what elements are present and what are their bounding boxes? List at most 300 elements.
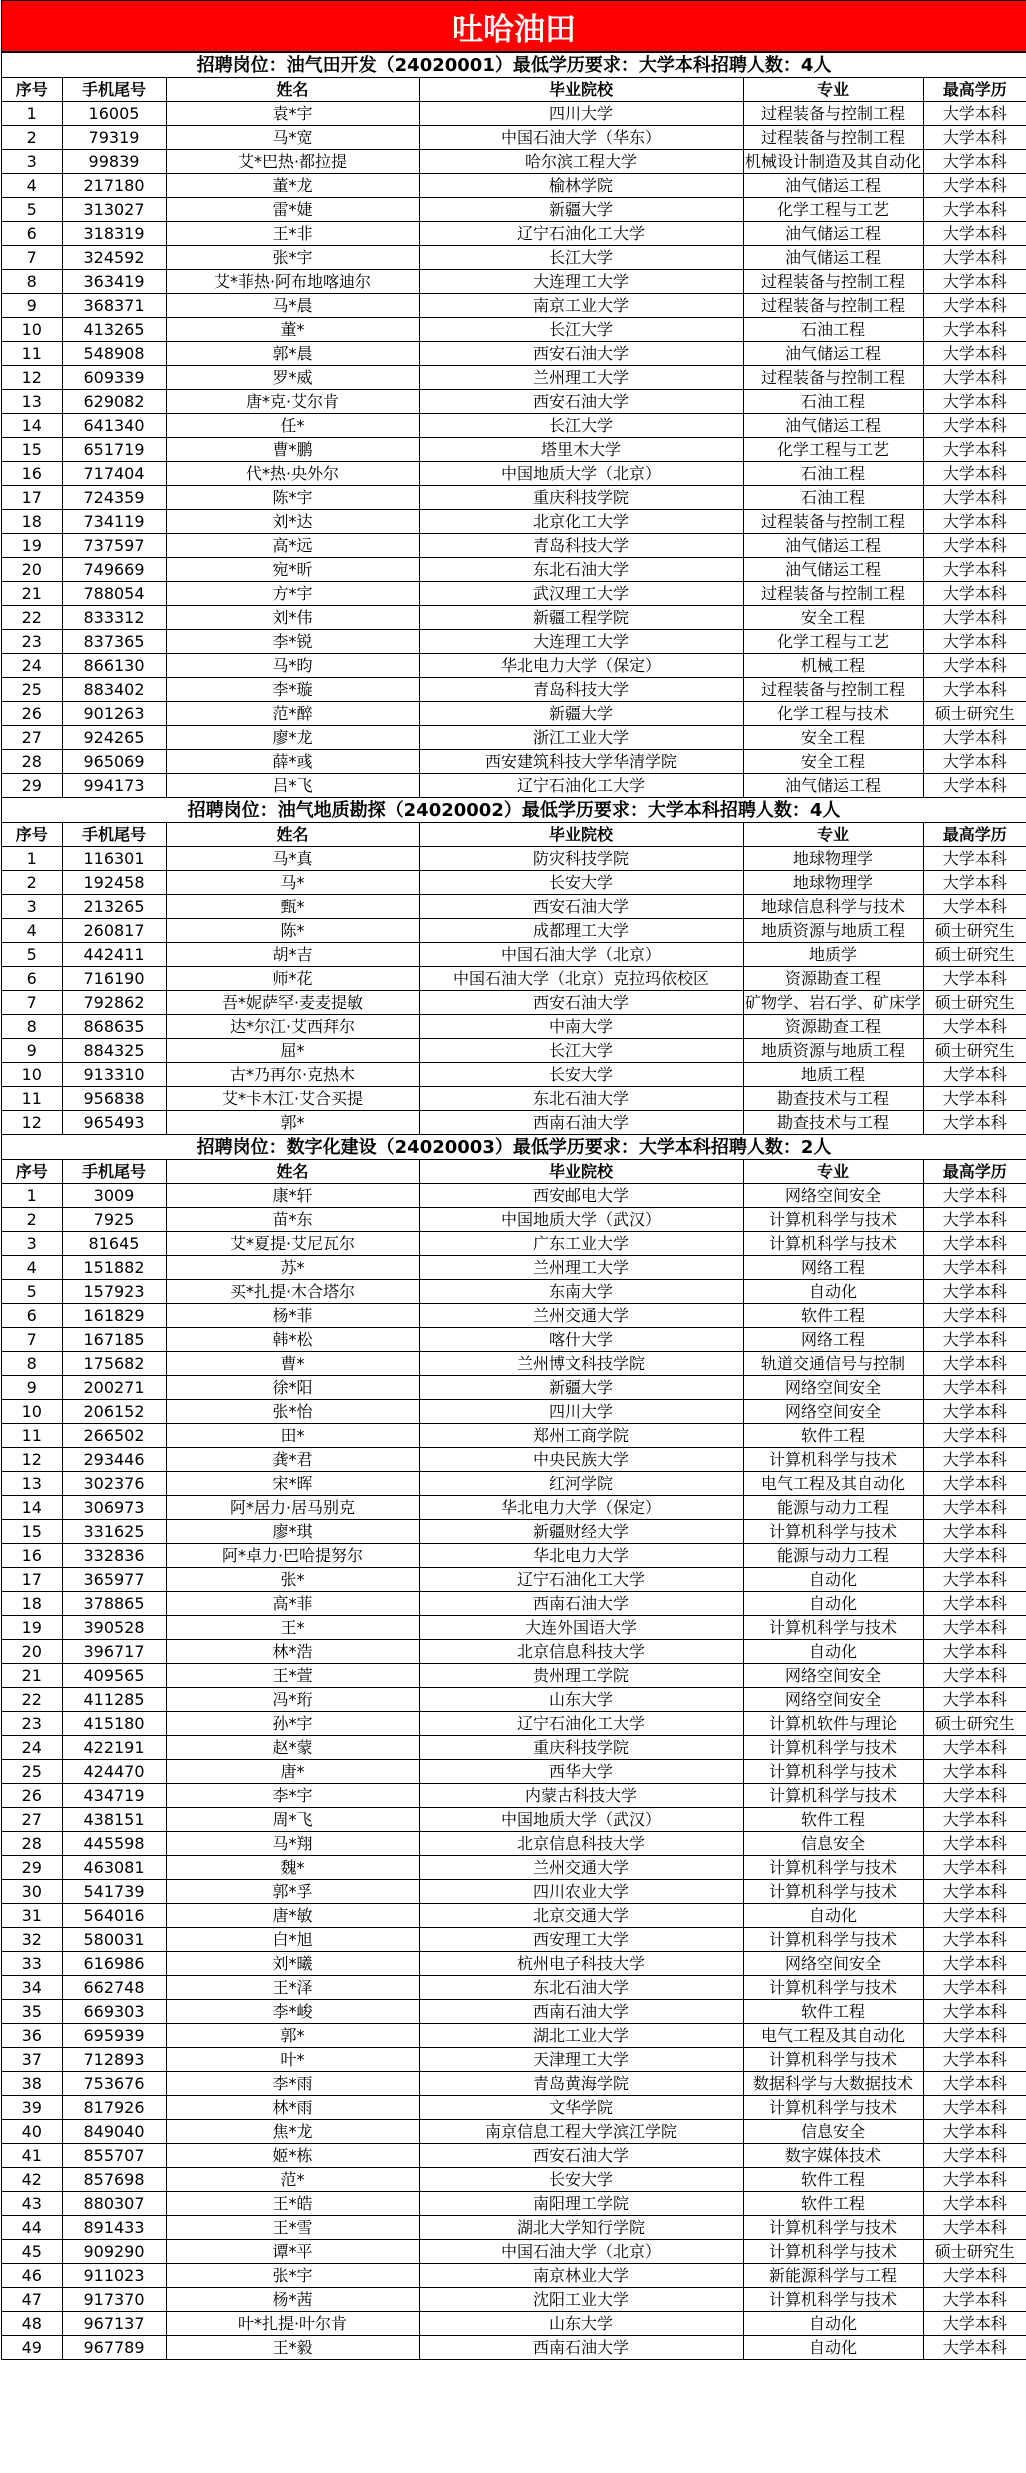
table-row [2, 2120, 1026, 2144]
phone-cell: 662748 [62, 1976, 166, 2000]
name-cell: 谭*平 [166, 2240, 419, 2264]
major-cell: 计算机科学与技术 [743, 1736, 923, 1760]
phone-cell: 324592 [62, 246, 166, 270]
degree-cell: 大学本科 [923, 1664, 1026, 1688]
phone-cell: 396717 [62, 1640, 166, 1664]
major-cell: 计算机科学与技术 [743, 2240, 923, 2264]
table-row [2, 1039, 1026, 1063]
column-header: 姓名 [166, 1160, 419, 1184]
seq-cell: 27 [2, 726, 62, 750]
phone-cell: 81645 [62, 1232, 166, 1256]
major-cell: 网络空间安全 [743, 1664, 923, 1688]
phone-cell: 16005 [62, 102, 166, 126]
table-row [2, 1111, 1026, 1135]
seq-cell: 5 [2, 198, 62, 222]
name-cell: 董* [166, 318, 419, 342]
seq-cell: 1 [2, 847, 62, 871]
phone-cell: 409565 [62, 1664, 166, 1688]
major-cell: 网络空间安全 [743, 1184, 923, 1208]
school-cell: 中国石油大学（北京） [419, 2240, 743, 2264]
name-cell: 廖*龙 [166, 726, 419, 750]
table-row [2, 510, 1026, 534]
phone-cell: 442411 [62, 943, 166, 967]
school-cell: 长安大学 [419, 1063, 743, 1087]
degree-cell: 大学本科 [923, 174, 1026, 198]
school-cell: 长江大学 [419, 318, 743, 342]
major-cell: 矿物学、岩石学、矿床学 [743, 991, 923, 1015]
name-cell: 曹* [166, 1352, 419, 1376]
name-cell: 赵*蒙 [166, 1736, 419, 1760]
phone-cell: 965493 [62, 1111, 166, 1135]
degree-cell: 大学本科 [923, 2120, 1026, 2144]
degree-cell: 大学本科 [923, 774, 1026, 798]
table-row [2, 2264, 1026, 2288]
table-row [2, 1184, 1026, 1208]
column-header: 毕业院校 [419, 823, 743, 847]
phone-cell: 837365 [62, 630, 166, 654]
column-header-row [2, 78, 1026, 102]
phone-cell: 909290 [62, 2240, 166, 2264]
phone-cell: 616986 [62, 1952, 166, 1976]
phone-cell: 413265 [62, 318, 166, 342]
degree-cell: 大学本科 [923, 1808, 1026, 1832]
table-row [2, 534, 1026, 558]
degree-cell: 大学本科 [923, 510, 1026, 534]
degree-cell: 大学本科 [923, 1952, 1026, 1976]
seq-cell: 8 [2, 1352, 62, 1376]
name-cell: 龚*君 [166, 1448, 419, 1472]
major-cell: 石油工程 [743, 486, 923, 510]
name-cell: 袁*宇 [166, 102, 419, 126]
school-cell: 重庆科技学院 [419, 1736, 743, 1760]
seq-cell: 1 [2, 102, 62, 126]
table-row [2, 1856, 1026, 1880]
school-cell: 西南石油大学 [419, 1592, 743, 1616]
table-row [2, 1832, 1026, 1856]
seq-cell: 11 [2, 342, 62, 366]
table-row [2, 1760, 1026, 1784]
table-row [2, 919, 1026, 943]
phone-cell: 609339 [62, 366, 166, 390]
name-cell: 方*宇 [166, 582, 419, 606]
school-cell: 兰州理工大学 [419, 366, 743, 390]
column-header-row [2, 823, 1026, 847]
name-cell: 周*飞 [166, 1808, 419, 1832]
major-cell: 油气储运工程 [743, 414, 923, 438]
table-row [2, 702, 1026, 726]
column-header: 最高学历 [923, 1160, 1026, 1184]
name-cell: 宋*晖 [166, 1472, 419, 1496]
degree-cell: 大学本科 [923, 1087, 1026, 1111]
school-cell: 内蒙古科技大学 [419, 1784, 743, 1808]
table-row [2, 126, 1026, 150]
table-row [2, 606, 1026, 630]
school-cell: 北京信息科技大学 [419, 1640, 743, 1664]
section-heading: 招聘岗位：数字化建设（24020003）最低学历要求：大学本科招聘人数：2人 [2, 1135, 1026, 1160]
name-cell: 王*非 [166, 222, 419, 246]
seq-cell: 2 [2, 871, 62, 895]
table-row [2, 1568, 1026, 1592]
major-cell: 网络空间安全 [743, 1688, 923, 1712]
name-cell: 雷*婕 [166, 198, 419, 222]
degree-cell: 大学本科 [923, 198, 1026, 222]
table-row [2, 1280, 1026, 1304]
name-cell: 魏* [166, 1856, 419, 1880]
phone-cell: 313027 [62, 198, 166, 222]
degree-cell: 大学本科 [923, 630, 1026, 654]
degree-cell: 大学本科 [923, 1400, 1026, 1424]
major-cell: 数字媒体技术 [743, 2144, 923, 2168]
table-row [2, 150, 1026, 174]
degree-cell: 大学本科 [923, 534, 1026, 558]
table-row [2, 726, 1026, 750]
seq-cell: 13 [2, 1472, 62, 1496]
major-cell: 自动化 [743, 1568, 923, 1592]
degree-cell: 硕士研究生 [923, 1712, 1026, 1736]
school-cell: 南京信息工程大学滨江学院 [419, 2120, 743, 2144]
table-row [2, 1952, 1026, 1976]
seq-cell: 16 [2, 1544, 62, 1568]
seq-cell: 8 [2, 270, 62, 294]
school-cell: 西安邮电大学 [419, 1184, 743, 1208]
major-cell: 计算机科学与技术 [743, 1448, 923, 1472]
seq-cell: 44 [2, 2216, 62, 2240]
degree-cell: 大学本科 [923, 1208, 1026, 1232]
major-cell: 地质资源与地质工程 [743, 1039, 923, 1063]
school-cell: 青岛科技大学 [419, 534, 743, 558]
major-cell: 计算机科学与技术 [743, 1856, 923, 1880]
seq-cell: 36 [2, 2024, 62, 2048]
major-cell: 网络工程 [743, 1328, 923, 1352]
phone-cell: 924265 [62, 726, 166, 750]
name-cell: 马*昀 [166, 654, 419, 678]
school-cell: 青岛黄海学院 [419, 2072, 743, 2096]
degree-cell: 大学本科 [923, 582, 1026, 606]
school-cell: 西安石油大学 [419, 390, 743, 414]
degree-cell: 大学本科 [923, 150, 1026, 174]
table-row [2, 246, 1026, 270]
major-cell: 计算机科学与技术 [743, 2048, 923, 2072]
seq-cell: 18 [2, 1592, 62, 1616]
degree-cell: 大学本科 [923, 270, 1026, 294]
table-row [2, 1904, 1026, 1928]
major-cell: 过程装备与控制工程 [743, 510, 923, 534]
seq-cell: 4 [2, 919, 62, 943]
phone-cell: 378865 [62, 1592, 166, 1616]
table-row [2, 750, 1026, 774]
phone-cell: 695939 [62, 2024, 166, 2048]
seq-cell: 34 [2, 1976, 62, 2000]
major-cell: 能源与动力工程 [743, 1496, 923, 1520]
degree-cell: 大学本科 [923, 1424, 1026, 1448]
degree-cell: 大学本科 [923, 2000, 1026, 2024]
name-cell: 陈*宇 [166, 486, 419, 510]
seq-cell: 13 [2, 390, 62, 414]
name-cell: 范* [166, 2168, 419, 2192]
school-cell: 长安大学 [419, 2168, 743, 2192]
degree-cell: 硕士研究生 [923, 919, 1026, 943]
column-header: 序号 [2, 823, 62, 847]
degree-cell: 大学本科 [923, 1520, 1026, 1544]
name-cell: 林*雨 [166, 2096, 419, 2120]
column-header: 手机尾号 [62, 78, 166, 102]
school-cell: 新疆财经大学 [419, 1520, 743, 1544]
seq-cell: 8 [2, 1015, 62, 1039]
table-row [2, 390, 1026, 414]
seq-cell: 27 [2, 1808, 62, 1832]
degree-cell: 大学本科 [923, 1376, 1026, 1400]
school-cell: 华北电力大学 [419, 1544, 743, 1568]
phone-cell: 967137 [62, 2312, 166, 2336]
phone-cell: 911023 [62, 2264, 166, 2288]
school-cell: 辽宁石油化工大学 [419, 1712, 743, 1736]
name-cell: 吾*妮萨罕·麦麦提敏 [166, 991, 419, 1015]
seq-cell: 42 [2, 2168, 62, 2192]
school-cell: 东北石油大学 [419, 1976, 743, 2000]
table-row [2, 895, 1026, 919]
seq-cell: 14 [2, 414, 62, 438]
degree-cell: 大学本科 [923, 390, 1026, 414]
seq-cell: 9 [2, 1376, 62, 1400]
school-cell: 南京工业大学 [419, 294, 743, 318]
school-cell: 东北石油大学 [419, 1087, 743, 1111]
table-row [2, 2048, 1026, 2072]
school-cell: 中国地质大学（北京） [419, 462, 743, 486]
table-row [2, 342, 1026, 366]
section-heading-row [2, 53, 1026, 78]
phone-cell: 564016 [62, 1904, 166, 1928]
degree-cell: 大学本科 [923, 126, 1026, 150]
seq-cell: 45 [2, 2240, 62, 2264]
degree-cell: 大学本科 [923, 895, 1026, 919]
seq-cell: 25 [2, 678, 62, 702]
table-row [2, 1256, 1026, 1280]
phone-cell: 438151 [62, 1808, 166, 1832]
school-cell: 重庆科技学院 [419, 486, 743, 510]
phone-cell: 206152 [62, 1400, 166, 1424]
section-heading-row [2, 798, 1026, 823]
phone-cell: 717404 [62, 462, 166, 486]
degree-cell: 大学本科 [923, 438, 1026, 462]
table-row [2, 1736, 1026, 1760]
name-cell: 李*锐 [166, 630, 419, 654]
major-cell: 地质工程 [743, 1063, 923, 1087]
recruitment-table [2, 52, 1026, 2360]
seq-cell: 7 [2, 1328, 62, 1352]
table-row [2, 2192, 1026, 2216]
table-row [2, 1664, 1026, 1688]
seq-cell: 9 [2, 1039, 62, 1063]
school-cell: 北京信息科技大学 [419, 1832, 743, 1856]
table-row [2, 1424, 1026, 1448]
school-cell: 山东大学 [419, 2312, 743, 2336]
phone-cell: 724359 [62, 486, 166, 510]
name-cell: 孙*宇 [166, 1712, 419, 1736]
school-cell: 长江大学 [419, 246, 743, 270]
column-header: 毕业院校 [419, 1160, 743, 1184]
degree-cell: 大学本科 [923, 2048, 1026, 2072]
table-row [2, 1232, 1026, 1256]
phone-cell: 749669 [62, 558, 166, 582]
major-cell: 地球信息科学与技术 [743, 895, 923, 919]
seq-cell: 26 [2, 1784, 62, 1808]
phone-cell: 580031 [62, 1928, 166, 1952]
phone-cell: 884325 [62, 1039, 166, 1063]
major-cell: 自动化 [743, 2312, 923, 2336]
name-cell: 韩*松 [166, 1328, 419, 1352]
degree-cell: 大学本科 [923, 2216, 1026, 2240]
school-cell: 长江大学 [419, 414, 743, 438]
major-cell: 计算机科学与技术 [743, 1880, 923, 1904]
phone-cell: 548908 [62, 342, 166, 366]
major-cell: 资源勘查工程 [743, 967, 923, 991]
table-row [2, 1448, 1026, 1472]
name-cell: 王*毅 [166, 2336, 419, 2360]
name-cell: 刘*伟 [166, 606, 419, 630]
name-cell: 张*宇 [166, 246, 419, 270]
major-cell: 地球物理学 [743, 871, 923, 895]
phone-cell: 157923 [62, 1280, 166, 1304]
school-cell: 辽宁石油化工大学 [419, 1568, 743, 1592]
page-title: 吐哈油田 [2, 0, 1026, 52]
table-row [2, 1472, 1026, 1496]
school-cell: 新疆大学 [419, 1376, 743, 1400]
degree-cell: 大学本科 [923, 1928, 1026, 1952]
name-cell: 宛*昕 [166, 558, 419, 582]
school-cell: 兰州理工大学 [419, 1256, 743, 1280]
school-cell: 中央民族大学 [419, 1448, 743, 1472]
column-header: 姓名 [166, 823, 419, 847]
section-heading-row [2, 1135, 1026, 1160]
seq-cell: 47 [2, 2288, 62, 2312]
phone-cell: 891433 [62, 2216, 166, 2240]
table-row [2, 582, 1026, 606]
name-cell: 刘*曦 [166, 1952, 419, 1976]
table-row [2, 294, 1026, 318]
major-cell: 计算机科学与技术 [743, 1976, 923, 2000]
major-cell: 化学工程与工艺 [743, 438, 923, 462]
phone-cell: 753676 [62, 2072, 166, 2096]
major-cell: 能源与动力工程 [743, 1544, 923, 1568]
name-cell: 徐*阳 [166, 1376, 419, 1400]
school-cell: 西安石油大学 [419, 991, 743, 1015]
name-cell: 薛*彧 [166, 750, 419, 774]
section-heading: 招聘岗位：油气田开发（24020001）最低学历要求：大学本科招聘人数：4人 [2, 53, 1026, 78]
name-cell: 王*雪 [166, 2216, 419, 2240]
degree-cell: 大学本科 [923, 654, 1026, 678]
degree-cell: 大学本科 [923, 606, 1026, 630]
school-cell: 北京交通大学 [419, 1904, 743, 1928]
degree-cell: 大学本科 [923, 462, 1026, 486]
school-cell: 成都理工大学 [419, 919, 743, 943]
major-cell: 过程装备与控制工程 [743, 366, 923, 390]
major-cell: 网络空间安全 [743, 1400, 923, 1424]
school-cell: 辽宁石油化工大学 [419, 222, 743, 246]
phone-cell: 213265 [62, 895, 166, 919]
table-row [2, 198, 1026, 222]
seq-cell: 17 [2, 1568, 62, 1592]
name-cell: 陈* [166, 919, 419, 943]
school-cell: 兰州交通大学 [419, 1856, 743, 1880]
degree-cell: 大学本科 [923, 414, 1026, 438]
name-cell: 王* [166, 1616, 419, 1640]
phone-cell: 866130 [62, 654, 166, 678]
name-cell: 刘*达 [166, 510, 419, 534]
degree-cell: 硕士研究生 [923, 2240, 1026, 2264]
name-cell: 姬*栋 [166, 2144, 419, 2168]
table-row [2, 1352, 1026, 1376]
major-cell: 石油工程 [743, 462, 923, 486]
degree-cell: 大学本科 [923, 1063, 1026, 1087]
seq-cell: 31 [2, 1904, 62, 1928]
school-cell: 四川大学 [419, 102, 743, 126]
major-cell: 信息安全 [743, 2120, 923, 2144]
phone-cell: 833312 [62, 606, 166, 630]
school-cell: 南阳理工学院 [419, 2192, 743, 2216]
seq-cell: 4 [2, 1256, 62, 1280]
major-cell: 自动化 [743, 1640, 923, 1664]
phone-cell: 7925 [62, 1208, 166, 1232]
name-cell: 马*翔 [166, 1832, 419, 1856]
seq-cell: 2 [2, 1208, 62, 1232]
major-cell: 计算机科学与技术 [743, 1616, 923, 1640]
phone-cell: 331625 [62, 1520, 166, 1544]
table-row [2, 366, 1026, 390]
seq-cell: 20 [2, 1640, 62, 1664]
degree-cell: 大学本科 [923, 2192, 1026, 2216]
phone-cell: 994173 [62, 774, 166, 798]
school-cell: 武汉理工大学 [419, 582, 743, 606]
column-header: 最高学历 [923, 823, 1026, 847]
table-row [2, 1496, 1026, 1520]
name-cell: 王*皓 [166, 2192, 419, 2216]
school-cell: 四川大学 [419, 1400, 743, 1424]
degree-cell: 大学本科 [923, 967, 1026, 991]
school-cell: 新疆大学 [419, 198, 743, 222]
degree-cell: 大学本科 [923, 1448, 1026, 1472]
school-cell: 中国地质大学（武汉） [419, 1208, 743, 1232]
degree-cell: 硕士研究生 [923, 991, 1026, 1015]
seq-cell: 19 [2, 1616, 62, 1640]
degree-cell: 大学本科 [923, 294, 1026, 318]
school-cell: 西华大学 [419, 1760, 743, 1784]
major-cell: 油气储运工程 [743, 246, 923, 270]
phone-cell: 849040 [62, 2120, 166, 2144]
phone-cell: 629082 [62, 390, 166, 414]
degree-cell: 大学本科 [923, 2096, 1026, 2120]
name-cell: 阿*卓力·巴哈提努尔 [166, 1544, 419, 1568]
phone-cell: 956838 [62, 1087, 166, 1111]
degree-cell: 大学本科 [923, 726, 1026, 750]
name-cell: 古*乃再尔·克热木 [166, 1063, 419, 1087]
school-cell: 长安大学 [419, 871, 743, 895]
school-cell: 贵州理工学院 [419, 1664, 743, 1688]
degree-cell: 大学本科 [923, 1544, 1026, 1568]
name-cell: 苏* [166, 1256, 419, 1280]
phone-cell: 445598 [62, 1832, 166, 1856]
phone-cell: 306973 [62, 1496, 166, 1520]
major-cell: 网络工程 [743, 1256, 923, 1280]
table-row [2, 1640, 1026, 1664]
name-cell: 张*宇 [166, 2264, 419, 2288]
seq-cell: 17 [2, 486, 62, 510]
degree-cell: 大学本科 [923, 1015, 1026, 1039]
phone-cell: 434719 [62, 1784, 166, 1808]
name-cell: 康*轩 [166, 1184, 419, 1208]
name-cell: 师*花 [166, 967, 419, 991]
seq-cell: 10 [2, 1063, 62, 1087]
degree-cell: 大学本科 [923, 2072, 1026, 2096]
